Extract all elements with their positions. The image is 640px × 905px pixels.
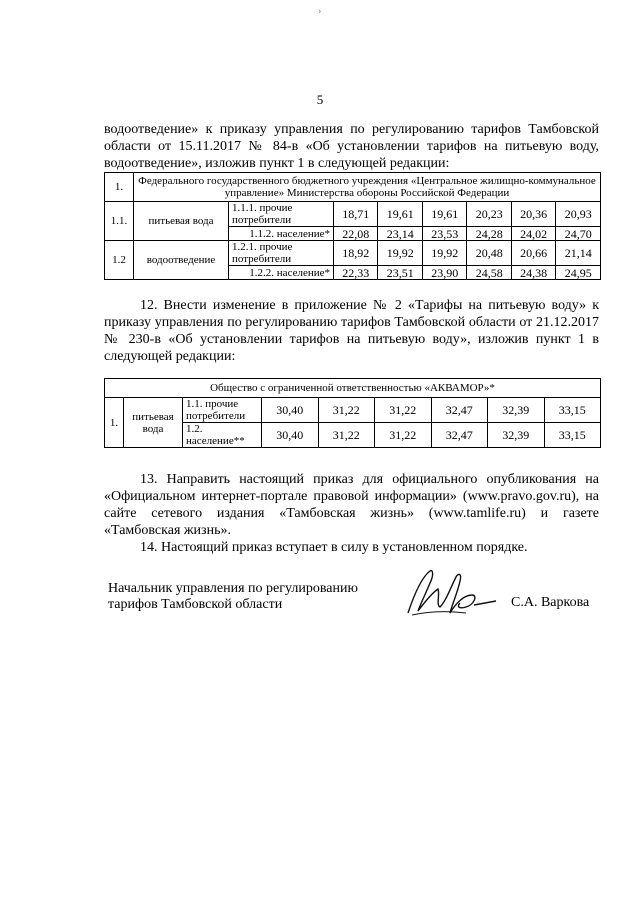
table-cell: 32,47 [431, 398, 488, 423]
paragraph-13: 13. Направить настоящий приказ для официального опубликования на «Официальном интернет-портале правовой информации» (www.pravo.gov.ru), на сайте сетевого издания «Тамбовская жизнь» (www.tamlife.ru) и газете «Тамбовская жизнь». [104, 472, 599, 538]
table-cell: 24,38 [511, 266, 555, 280]
table-cell: 21,14 [556, 241, 601, 266]
table-cell: 1.1. прочие потребители [183, 398, 262, 423]
table-row [105, 379, 601, 398]
table-cell: 31,22 [318, 398, 375, 423]
table-cell: 24,70 [556, 227, 601, 241]
table-cell: 19,92 [378, 241, 422, 266]
table-cell: 24,02 [511, 227, 555, 241]
table-row [105, 241, 601, 266]
table-cell: 30,40 [262, 423, 319, 448]
table-cell: 31,22 [375, 398, 432, 423]
signatory-title-line: Начальник управления по регулированию [108, 581, 358, 596]
service-name: питьевая вода [124, 398, 183, 448]
table-cell: 31,22 [375, 423, 432, 448]
paragraph-12: 12. Внести изменение в приложение № 2 «Тарифы на питьевую воду» к приказу управления по регулированию тарифов Тамбовской области от 21.12.2017 № 230-в «Об установлении тарифов на питьевую воду», изложив пункт 1 в следующей редакции: [104, 298, 599, 364]
service-name: питьевая вода [134, 202, 229, 241]
table-cell: 18,92 [334, 241, 378, 266]
table-cell: 1.1.1. прочие потребители [229, 202, 334, 227]
table-cell: 32,47 [431, 423, 488, 448]
table-cell: 22,08 [334, 227, 378, 241]
table-cell: 30,40 [262, 398, 319, 423]
signatory-title [108, 581, 358, 613]
page-number: 5 [316, 92, 324, 107]
table-row [105, 173, 601, 202]
table-cell: 32,39 [488, 423, 545, 448]
table-cell: 20,93 [556, 202, 601, 227]
table-cell: 1.2. население** [183, 423, 262, 448]
table-cell: 20,66 [511, 241, 555, 266]
table-cell: 1. [105, 173, 134, 202]
table-cell: 1.1.2. население* [229, 227, 334, 241]
table-cell: 18,71 [334, 202, 378, 227]
table-cell: 20,36 [511, 202, 555, 227]
table-cell: 22,33 [334, 266, 378, 280]
table-cell: 1.2 [105, 241, 134, 280]
table-cell: 1.2.2. население* [229, 266, 334, 280]
table-cell: 20,48 [467, 241, 511, 266]
handwritten-signature [400, 565, 500, 620]
table-cell: 23,14 [378, 227, 422, 241]
table-cell: 23,51 [378, 266, 422, 280]
paragraph-14: 14. Настоящий приказ вступает в силу в установленном порядке. [140, 540, 528, 555]
signatory-name: С.А. Варкова [511, 595, 590, 610]
org-name: Федерального государственного бюджетного учреждения «Центральное жилищно-коммунальное управление» Министерства обороны Российской Федерации [134, 173, 601, 202]
table-row [105, 398, 601, 423]
table-cell: 31,22 [318, 423, 375, 448]
signatory-title-line: тарифов Тамбовской области [108, 597, 283, 612]
tariff-table-1 [104, 172, 601, 280]
table-cell: 33,15 [544, 423, 601, 448]
table-cell: 19,61 [422, 202, 466, 227]
table-cell: 23,90 [422, 266, 466, 280]
service-name: водоотведение [134, 241, 229, 280]
table-cell: 1.2.1. прочие потребители [229, 241, 334, 266]
table-cell: 33,15 [544, 398, 601, 423]
table-cell: 24,58 [467, 266, 511, 280]
table-cell: 24,28 [467, 227, 511, 241]
scan-mark: › [318, 6, 322, 17]
table-cell: 19,61 [378, 202, 422, 227]
org-name: Общество с ограниченной ответственностью «АКВАМОР»* [105, 379, 601, 398]
table-cell: 32,39 [488, 398, 545, 423]
table-cell: 23,53 [422, 227, 466, 241]
table-cell: 1. [105, 398, 124, 448]
table-row [105, 202, 601, 227]
table-cell: 19,92 [422, 241, 466, 266]
table-cell: 1.1. [105, 202, 134, 241]
table-cell: 24,95 [556, 266, 601, 280]
tariff-table-2 [104, 378, 601, 448]
intro-paragraph: водоотведение» к приказу управления по регулированию тарифов Тамбовской области от 15.11.2017 № 84-в «Об установлении тарифов на питьевую воду, водоотведение», изложив пункт 1 в следующей редакции: [104, 122, 599, 171]
table-cell: 20,23 [467, 202, 511, 227]
